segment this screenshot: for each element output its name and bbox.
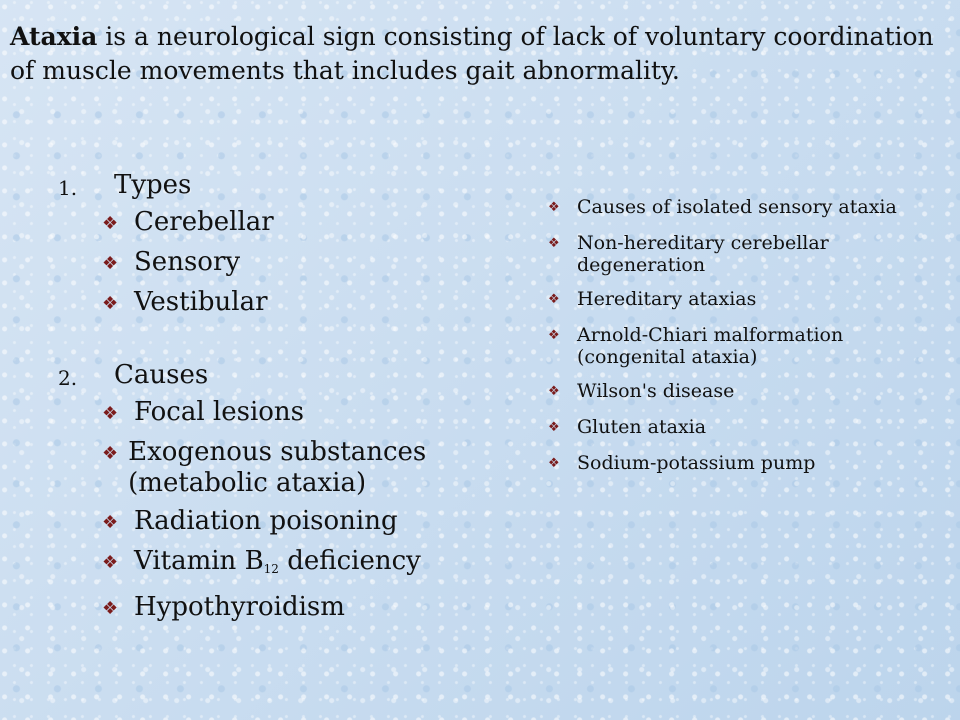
list-item-label: Vestibular [134, 287, 268, 317]
list-item-label: Exogenous substances (metabolic ataxia) [128, 437, 427, 498]
list-item-label: Wilson's disease [577, 380, 735, 402]
left-column [58, 168, 478, 632]
causes-title: Causes [114, 360, 209, 390]
causes-detail-list [548, 196, 908, 476]
list-item [548, 196, 908, 220]
list-item-label: Gluten ataxia [577, 416, 707, 438]
diamond-bullet-icon: ❖ [548, 200, 560, 215]
diamond-bullet-icon: ❖ [548, 384, 560, 399]
list-item-label: Causes of isolated sensory ataxia [577, 196, 897, 218]
diamond-bullet-icon: ❖ [102, 213, 119, 234]
list-item-label: Arnold-Chiari malformation (congenital ataxia) [577, 324, 844, 368]
types-number: 1. [58, 176, 78, 200]
causes-heading [58, 358, 478, 395]
list-item [58, 397, 478, 430]
vitamin-subscript: 12 [263, 562, 279, 576]
list-item-label: Focal lesions [134, 397, 305, 427]
list-item [548, 452, 908, 476]
intro-text: is a neurological sign consisting of lack of voluntary coordination of muscle movements that includes gait abnormality. [10, 22, 934, 85]
diamond-bullet-icon: ❖ [548, 328, 560, 343]
intro-term: Ataxia [10, 22, 98, 51]
list-item-label: Sodium-potassium pump [577, 452, 816, 474]
list-item [58, 546, 478, 585]
vitamin-suffix: deficiency [278, 546, 421, 576]
diamond-bullet-icon: ❖ [548, 292, 560, 307]
diamond-bullet-icon: ❖ [548, 456, 560, 471]
diamond-bullet-icon: ❖ [548, 420, 560, 435]
list-item [58, 207, 478, 240]
list-item-label: Hypothyroidism [134, 592, 345, 622]
right-column [548, 196, 908, 488]
causes-list [58, 397, 478, 625]
diamond-bullet-icon: ❖ [102, 512, 119, 533]
diamond-bullet-icon: ❖ [102, 598, 119, 619]
diamond-bullet-icon: ❖ [102, 403, 119, 424]
list-item [58, 506, 478, 539]
list-item-label: Radiation poisoning [134, 506, 398, 536]
diamond-bullet-icon: ❖ [102, 552, 119, 573]
diamond-bullet-icon: ❖ [102, 253, 119, 274]
causes-number: 2. [58, 366, 78, 390]
list-item [58, 592, 478, 625]
list-item [548, 380, 908, 404]
types-list [58, 207, 478, 320]
diamond-bullet-icon: ❖ [102, 443, 119, 464]
list-item-label: Hereditary ataxias [577, 288, 757, 310]
diamond-bullet-icon: ❖ [548, 236, 560, 251]
list-item-label: Sensory [134, 247, 241, 277]
list-item [58, 287, 478, 320]
diamond-bullet-icon: ❖ [102, 293, 119, 314]
types-title: Types [114, 170, 192, 200]
list-item [548, 324, 908, 368]
list-item-label: Non-hereditary cerebellar degeneration [577, 232, 829, 276]
list-item [548, 416, 908, 440]
list-item [548, 288, 908, 312]
list-item-label: Cerebellar [134, 207, 274, 237]
intro-paragraph [10, 20, 945, 88]
list-item [58, 247, 478, 280]
vitamin-prefix: Vitamin B [134, 546, 264, 576]
types-heading [58, 168, 478, 205]
list-item [58, 437, 478, 499]
list-item-label [134, 546, 421, 585]
list-item [548, 232, 908, 276]
